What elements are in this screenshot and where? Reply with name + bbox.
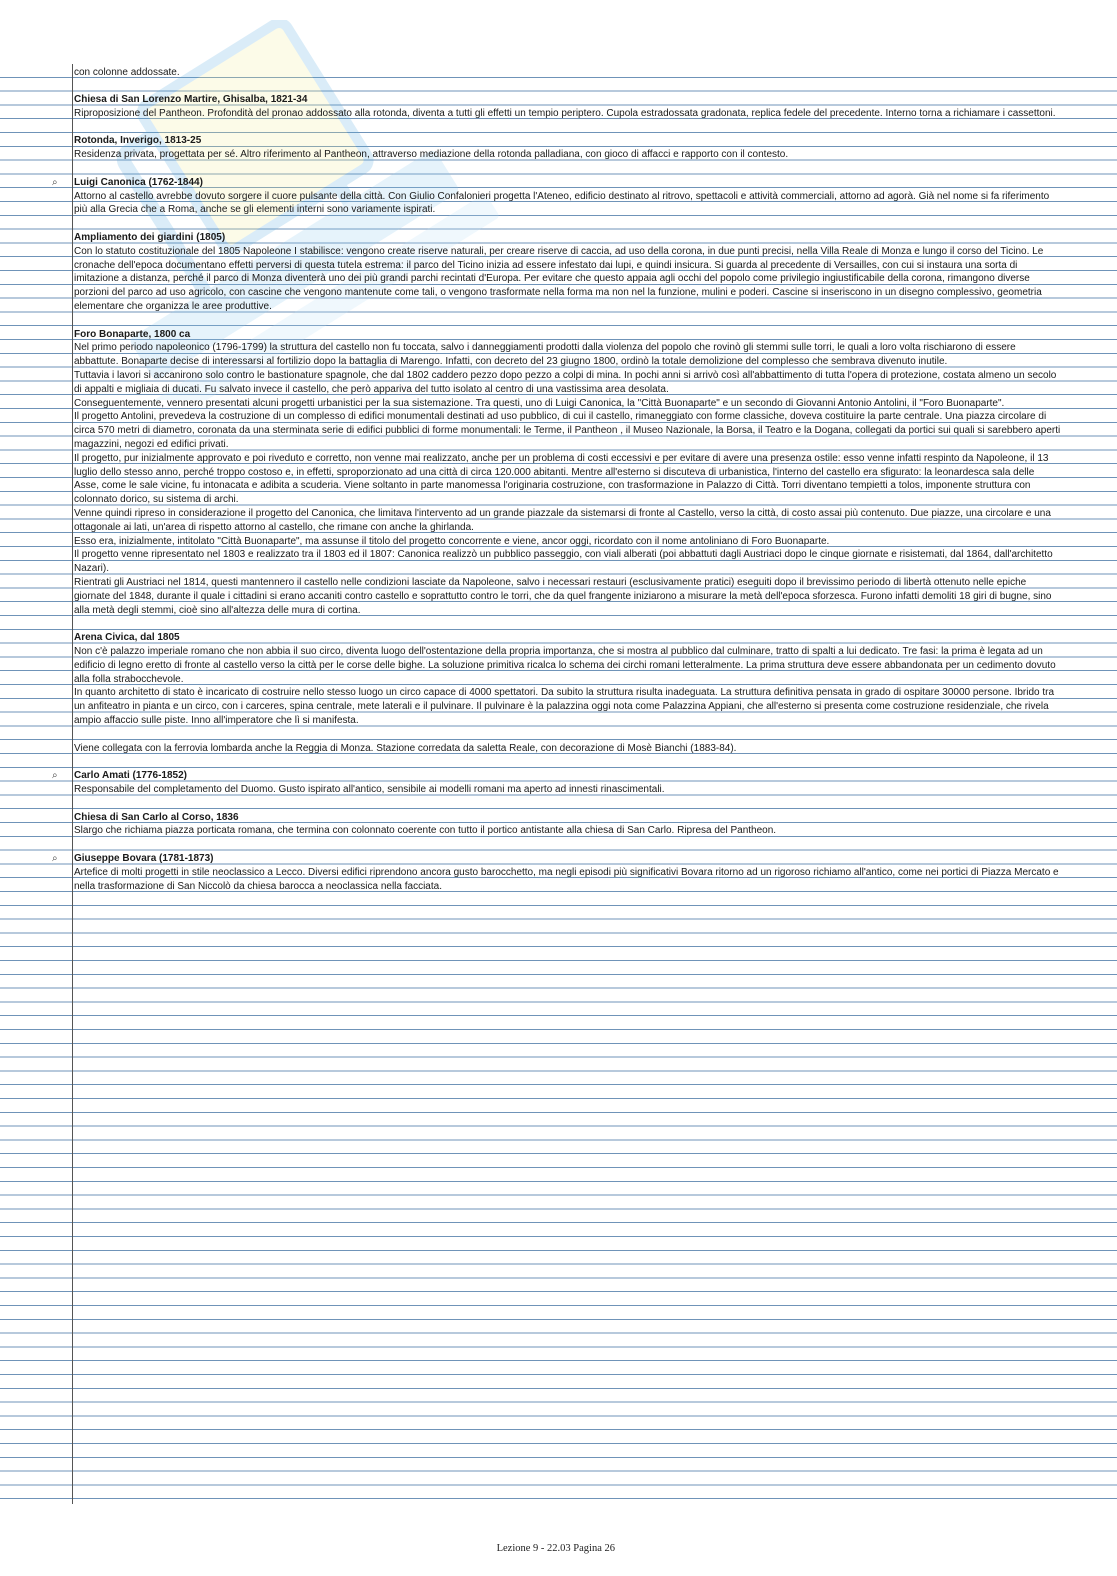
note-line: Il progetto Antolini, prevedeva la costruzione di un complesso di edifici monumentali destinati ad uso pubblico, di cui il castello, rimaneggiato con forme classiche, doveva costituire la parte centrale. Una piazza circolare di: [74, 411, 1047, 423]
note-line: alla metà degli stemmi, cioè sino all'altezza delle mura di cortina.: [74, 604, 361, 616]
section-heading: Chiesa di San Lorenzo Martire, Ghisalba, 1821-34: [74, 94, 308, 106]
note-line: cronache dell'epoca documentano effetti perversi di questa tutela estrema: il parco del Ticino inizia ad essere infestato dai lupi, e quindi insicura. Si guarda al precedente di Versailles, con cui si instaura una sorta di: [74, 259, 1018, 271]
note-line: di appalti e migliaia di ducati. Fu salvato invece il castello, che però appariva del tutto isolato al centro di una vastissima area desolata.: [74, 383, 669, 395]
section-heading: Foro Bonaparte, 1800 ca: [74, 328, 191, 340]
note-line: Residenza privata, progettata per sé. Altro riferimento al Pantheon, attraverso mediazione della rotonda palladiana, con gioco di affacci e rapporto con il contesto.: [74, 149, 789, 161]
section-heading: Arena Civica, dal 1805: [74, 632, 180, 644]
note-line: Il progetto, pur inizialmente approvato e poi riveduto e corretto, non venne mai realizzato, anche per un problema di costi eccessivi e per evitare di avere una presenza ostile: esso venne infatti respinto da Napoleone, il 13: [74, 452, 1049, 464]
outline-collapse-icon[interactable]: ⌕: [52, 176, 58, 188]
section-heading: Rotonda, Inverigo, 1813-25: [74, 135, 202, 147]
note-line: Riproposizione del Pantheon. Profondità del pronao addossato alla rotonda, diventa a tutti gli effetti un tempio periptero. Cupola estradossata gradonata, replica fedele del precedente. Interno torna a richiamare i cassettoni.: [74, 107, 1056, 119]
note-line: [74, 797, 1104, 811]
note-line: Non c'è palazzo imperiale romano che non abbia il suo circo, diventa luogo dell'ostentazione della propria importanza, che si mostra al pubblico dal culminare, tratto di spalti a lui dedicato. Tre fasi: la prima è legata ad un: [74, 645, 1043, 657]
note-line: giornate del 1848, durante il quale i cittadini si erano accaniti contro castello e soprattutto contro le torri, che da quel frangente iniziarono a misurare la metà dell'epoca sforzesca. Furono infatti demoliti 18 giri di bugne, sino: [74, 590, 1052, 602]
note-line: Asse, come le sale vicine, fu intonacata e adibita a scuderia. Viene soltanto in parte manomessa l'originaria costruzione, con trasformazione in Palazzo di Città. Torri diventano tempietti a tolos, imponente struttura con: [74, 480, 1031, 492]
note-line: [74, 121, 1104, 135]
note-line: nella trasformazione di San Niccolò da chiesa barocca a neoclassica nella facciata.: [74, 880, 442, 892]
note-line: circa 570 metri di diametro, coronata da una sterminata serie di edifici pubblici di forme monumentali: le Terme, il Pantheon , il Museo Nazionale, la Borsa, il Teatro e la Dogana, collegati da portici sui quali si sarebbero aperti: [74, 425, 1061, 437]
note-line: Responsabile del completamento del Duomo. Gusto ispirato all'antico, sensibile ai modelli romani ma aperto ad innesti rinascimentali.: [74, 783, 665, 795]
note-line: Nazari).: [74, 563, 110, 575]
note-line: Viene collegata con la ferrovia lombarda anche la Reggia di Monza. Stazione corredata da saletta Reale, con decorazione di Mosè Bianchi (1883-84).: [74, 742, 737, 754]
note-line: imitazione a distanza, perché il parco di Monza diventerà uno dei più grandi parchi recintati d'Europa. Per evitare che questo appaia agli occhi del popolo come privilegio ingiustificabile della corona, rimangono diverse: [74, 273, 1030, 285]
outline-collapse-icon[interactable]: ⌕: [52, 853, 58, 865]
note-line: Esso era, inizialmente, intitolato "Città Buonaparte", ma assunse il titolo del progetto concorrente e viene, ancor oggi, ricordato con il nome antoliniano di Foro Buonaparte.: [74, 535, 830, 547]
note-line: Slargo che richiama piazza porticata romana, che termina con colonnato coerente con tutto il portico antistante alla chiesa di San Carlo. Ripresa del Pantheon.: [74, 825, 777, 837]
note-line: con colonne addossate.: [74, 66, 180, 78]
margin-line: [72, 64, 73, 1504]
section-heading: Carlo Amati (1776-1852): [74, 770, 188, 782]
note-line: porzioni del parco ad uso agricolo, con cascine che vengono mantenute come tali, o vengono trasformate nella forma ma non nel la funzione, mulini e poderi. Cascine si inseriscono in un disegno complessivo, geometria: [74, 287, 1042, 299]
note-line: [74, 79, 1104, 93]
note-line: abbattute. Bonaparte decise di interessarsi al fortilizio dopo la battaglia di Marengo. Infatti, con decreto del 23 giugno 1800, ordinò la totale demolizione del complesso che sembrava divenuto inutile.: [74, 356, 948, 368]
section-heading: Luigi Canonica (1762-1844): [74, 176, 203, 188]
note-line: Artefice di molti progetti in stile neoclassico a Lecco. Diversi edifici riprendono ancora gusto barocchetto, ma negli episodi più significativi Bovara ritorno ad un rigoroso richiamo all'antico, come nei portici di Piazza Mercato e: [74, 866, 1059, 878]
section-heading: Ampliamento dei giardini (1805): [74, 232, 226, 244]
note-line: alla folla strabocchevole.: [74, 673, 184, 685]
note-line: [74, 162, 1104, 176]
note-line: magazzini, negozi ed edifici privati.: [74, 439, 229, 451]
note-line: edificio di legno eretto di fronte al castello verso la città per le corse delle bighe. La soluzione primitiva ricalca lo schema dei circhi romani letteralmente. La prima struttura deve essere abbandonata per un cedimento dovuto: [74, 659, 1056, 671]
note-line: [74, 838, 1104, 852]
note-line: più alla Grecia che a Roma, anche se gli elementi interni sono variamente ispirati.: [74, 204, 436, 216]
note-line: ottagonale ai lati, un'area di rispetto attorno al castello, che rimane con anche la ghirlanda.: [74, 521, 474, 533]
note-line: luglio dello stesso anno, perché troppo costoso e, in effetti, sproporzionato ad una città di circa 120.000 abitanti. Mentre all'esterno si discuteva di urbanistica, l'interno del castello era sfigurato: la leonardesca sala delle: [74, 466, 1035, 478]
section-heading: Giuseppe Bovara (1781-1873): [74, 852, 214, 864]
section-heading: Chiesa di San Carlo al Corso, 1836: [74, 811, 239, 823]
page-footer: Lezione 9 - 22.03 Pagina 26: [496, 1543, 615, 1554]
note-line: Rientrati gli Austriaci nel 1814, questi mantennero il castello nelle condizioni lasciate da Napoleone, salvo i necessari restauri (esclusivamente pratici) eseguiti dopo il brevissimo periodo di libertà ottenuto nelle epiche: [74, 576, 1027, 588]
note-line: Il progetto venne ripresentato nel 1803 e realizzato tra il 1803 ed il 1807: Canonica realizzò un pubblico passeggio, con viali alberati (poi abbattuti dagli Austriaci dopo le cinque giornate e risistemati, dal 1864, dall'architetto: [74, 549, 1053, 561]
note-line: colonnato dorico, su sistema di archi.: [74, 494, 239, 506]
note-line: ampio affaccio sulle piste. Inno all'imperatore che lì si manifesta.: [74, 714, 359, 726]
note-line: Nel primo periodo napoleonico (1796-1799) la struttura del castello non fu toccata, salvo i danneggiamenti prodotti dalla violenza del popolo che rovinò gli stemmi sulle torri, le quali a loro volta rischiarono di essere: [74, 342, 1016, 354]
note-line: [74, 314, 1104, 328]
note-content: [74, 66, 1104, 894]
note-line: Tuttavia i lavori si accanirono solo contro le bastionature spagnole, che dal 1802 caddero pezzo dopo pezzo a colpi di mina. In pochi anni si arrivò così all'abbattimento di tutta l'opera di protezione, costata almeno un secolo: [74, 370, 1057, 382]
note-line: Venne quindi ripreso in considerazione il progetto del Canonica, che limitava l'intervento ad un grande piazzale da sistemarsi di fronte al Castello, verso la città, di costo assai più contenuto. Due piazze, una circolare e una: [74, 508, 1051, 519]
note-line: elementare che organizza le aree produttive.: [74, 301, 272, 313]
note-line: [74, 217, 1104, 231]
note-line: In quanto architetto di stato è incaricato di costruire nello stesso luogo un circo capace di 4000 spettatori. Da subito la struttura risulta inadeguata. La struttura definitiva pensata in grado di ospitare 30000 persone. Ibrido tra: [74, 687, 1055, 699]
note-line: [74, 728, 1104, 742]
note-line: [74, 755, 1104, 769]
note-line: un anfiteatro in pianta e un circo, con i carceres, spina centrale, mete laterali e il pulvinare. Il pulvinare è la palazzina oggi nota come Palazzina Appiani, che all'esterno si presenta come costruzione residenziale, che rivela: [74, 701, 1049, 713]
note-line: Attorno al castello avrebbe dovuto sorgere il cuore pulsante della città. Con Giulio Confalonieri progetta l'Ateneo, edificio destinato al ritrovo, spettacoli e attività commerciali, attorno ad agorà. Già nel nome si fa riferimento: [74, 190, 1050, 202]
outline-collapse-icon[interactable]: ⌕: [52, 770, 58, 782]
note-line: [74, 617, 1104, 631]
note-line: Conseguentemente, vennero presentati alcuni progetti urbanistici per la sua sistemazione. Tra questi, uno di Luigi Canonica, la "Città Buonaparte" e un secondo di Giovanni Antonio Antolini, il "Foro Buonaparte".: [74, 397, 1005, 409]
note-line: Con lo statuto costituzionale del 1805 Napoleone I stabilisce: vengono create riserve naturali, per creare riserve di caccia, ad uso della corona, in due punti precisi, nella Villa Reale di Monza e lungo il corso del Ticino. Le: [74, 245, 1044, 257]
